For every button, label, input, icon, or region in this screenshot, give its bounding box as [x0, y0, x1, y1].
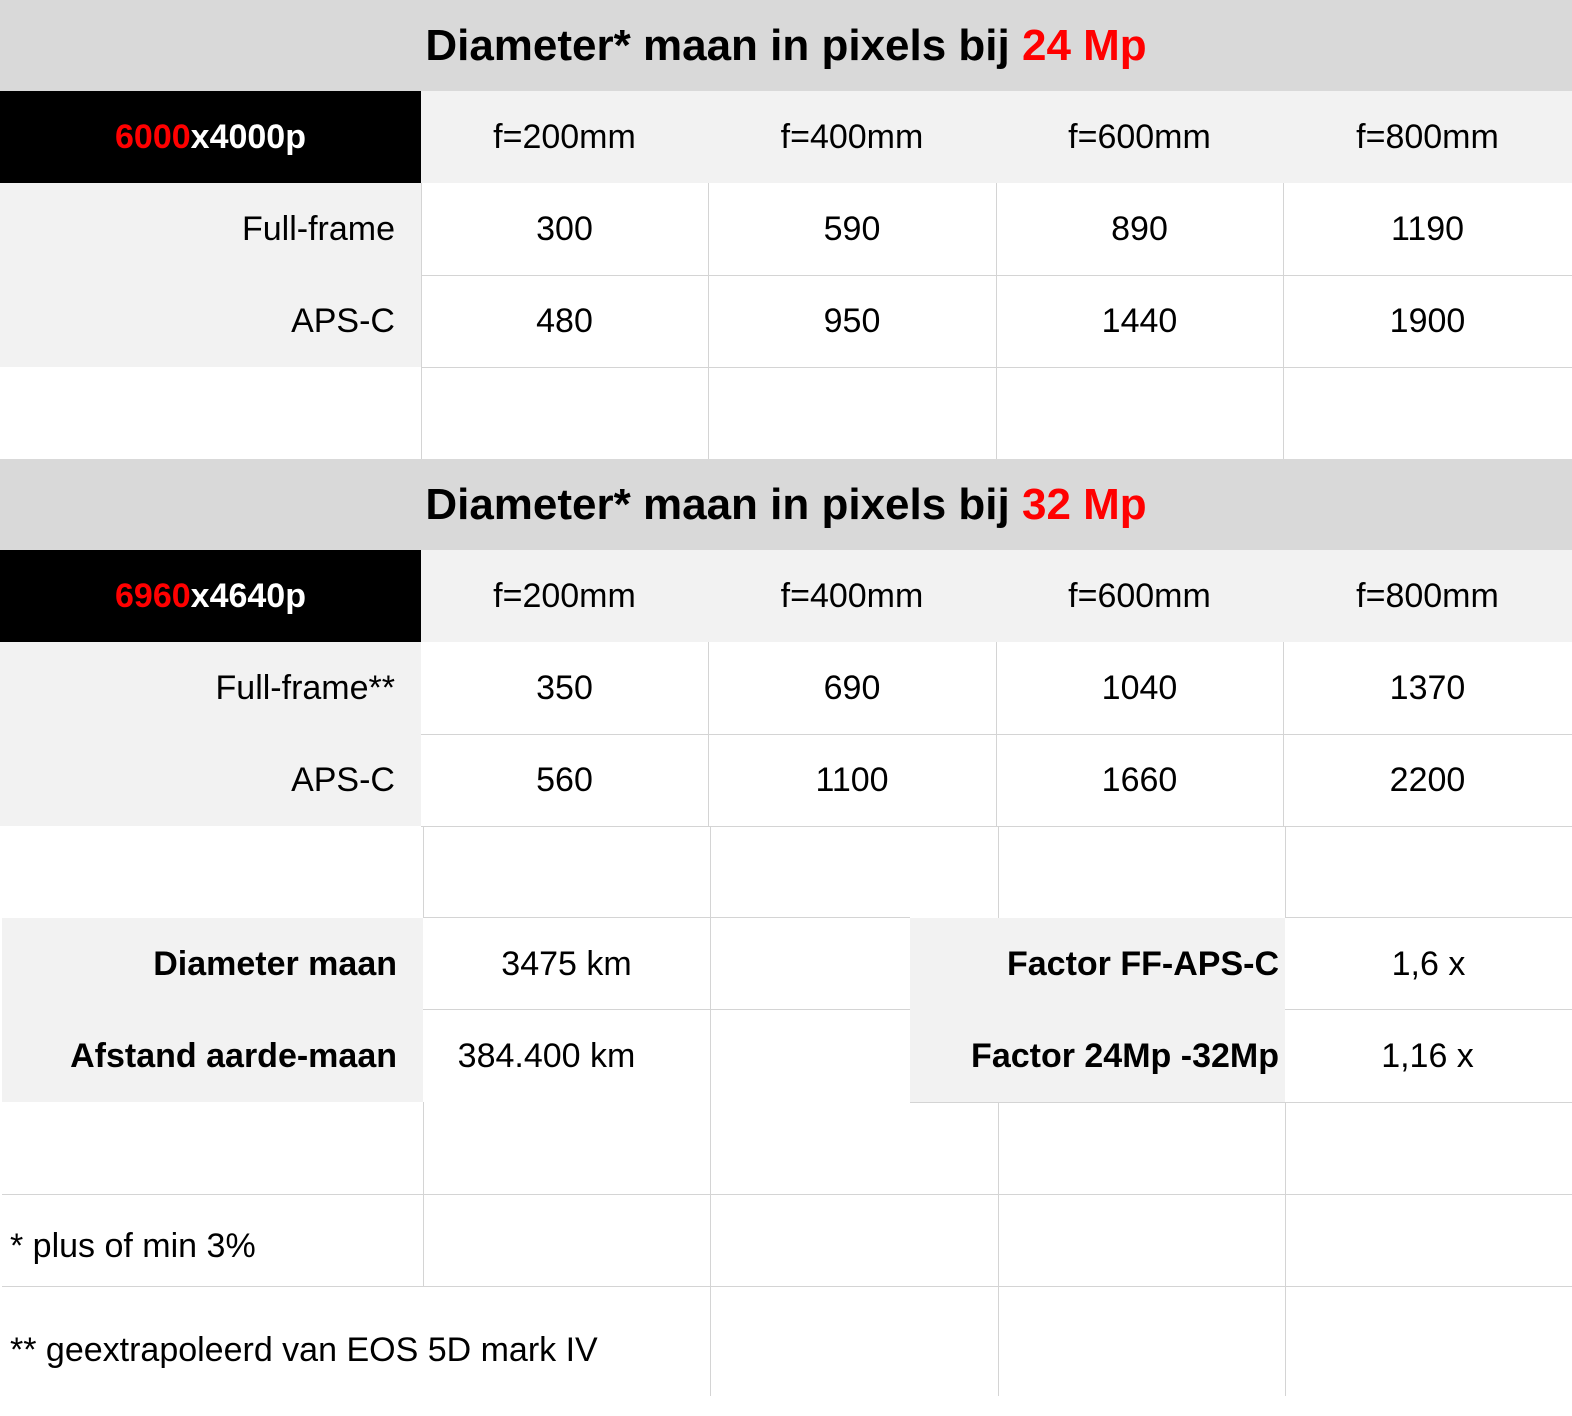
diameter-label: Diameter maan: [2, 918, 423, 1010]
factor-ff-apsc-label: Factor FF-APS-C: [910, 918, 1285, 1010]
table2-row-label-apsc: APS-C: [0, 734, 421, 826]
table1-header-f400: f=400mm: [708, 91, 996, 183]
table2-header-f400: f=400mm: [708, 550, 996, 642]
table1-cell: 480: [536, 301, 593, 340]
factor-ff-apsc-value: 1,6 x: [1391, 944, 1466, 983]
table2-row-label-fullframe: Full-frame**: [0, 642, 421, 734]
grid-line: [1285, 826, 1286, 918]
table1-header-f200: f=200mm: [421, 91, 708, 183]
table2-cell: 350: [536, 668, 593, 707]
table2-resolution-cell: [0, 550, 421, 642]
distance-value: 384.400 km: [457, 1036, 636, 1075]
grid-line: [710, 826, 711, 918]
grid-line: [1283, 642, 1284, 826]
table1-cell: 1900: [1389, 301, 1466, 340]
table1-title-prefix: Diameter* maan in pixels bij: [425, 20, 1022, 70]
grid-line: [2, 1286, 1572, 1287]
table2-res-rest: x4640p: [190, 576, 306, 615]
table2-title-prefix: Diameter* maan in pixels bij: [425, 479, 1022, 529]
table1-cell: 890: [1111, 209, 1168, 248]
table2-cell: 560: [536, 760, 593, 799]
table2-cell: 690: [823, 668, 881, 707]
table2-cell: 1660: [1101, 760, 1178, 799]
table2-header-f600: f=600mm: [996, 550, 1283, 642]
diameter-value: 3475 km: [501, 944, 632, 983]
table2-header-f800: f=800mm: [1283, 550, 1572, 642]
grid-line: [423, 1009, 910, 1010]
grid-line: [996, 183, 997, 459]
table2-title-highlight: 32 Mp: [1021, 479, 1147, 529]
grid-line: [423, 826, 424, 918]
grid-line: [708, 183, 709, 459]
table1-cell: 1190: [1390, 209, 1465, 248]
factor-24-32-value: 1,16 x: [1381, 1036, 1474, 1075]
table2-header-f200: f=200mm: [421, 550, 708, 642]
grid-line: [708, 642, 709, 826]
table1-row-label-fullframe: Full-frame: [0, 183, 421, 275]
table1-title-highlight: 24 Mp: [1021, 20, 1147, 70]
grid-line: [421, 826, 1572, 827]
grid-line: [2, 1194, 1572, 1195]
table1-header-f600: f=600mm: [996, 91, 1283, 183]
table1-res-rest: x4000p: [190, 117, 306, 156]
grid-line: [1283, 183, 1284, 459]
table2-title: [0, 459, 1572, 550]
grid-line: [910, 1102, 1572, 1103]
factor-24-32-label: Factor 24Mp -32Mp: [910, 1010, 1285, 1102]
table2-cell: 1100: [815, 760, 889, 799]
table2-cell: 1040: [1101, 668, 1178, 707]
note-tolerance: * plus of min 3%: [10, 1226, 256, 1265]
table1-resolution-cell: [0, 91, 421, 183]
table1-cell: 1440: [1101, 301, 1178, 340]
grid-line: [996, 642, 997, 826]
grid-line: [710, 1102, 711, 1396]
grid-line: [421, 183, 422, 459]
grid-line: [423, 917, 910, 918]
table1-cell: 950: [823, 301, 881, 340]
grid-line: [1285, 917, 1572, 918]
grid-line: [998, 1102, 999, 1396]
table1-cell: 590: [823, 209, 881, 248]
table1-cell: 300: [536, 209, 593, 248]
grid-line: [1285, 1102, 1286, 1396]
table1-row-label-apsc: APS-C: [0, 275, 421, 367]
distance-label: Afstand aarde-maan: [2, 1010, 423, 1102]
note-extrapolated: ** geextrapoleerd van EOS 5D mark IV: [10, 1330, 598, 1369]
table1-title: [0, 0, 1572, 91]
grid-line: [710, 918, 711, 1102]
table1-header-f800: f=800mm: [1283, 91, 1572, 183]
table2-cell: 2200: [1389, 760, 1466, 799]
grid-line: [1285, 1009, 1572, 1010]
table1-res-highlight: 6000: [115, 117, 191, 156]
table2-res-highlight: 6960: [115, 576, 191, 615]
grid-line: [998, 826, 999, 918]
table2-cell: 1370: [1389, 668, 1466, 707]
